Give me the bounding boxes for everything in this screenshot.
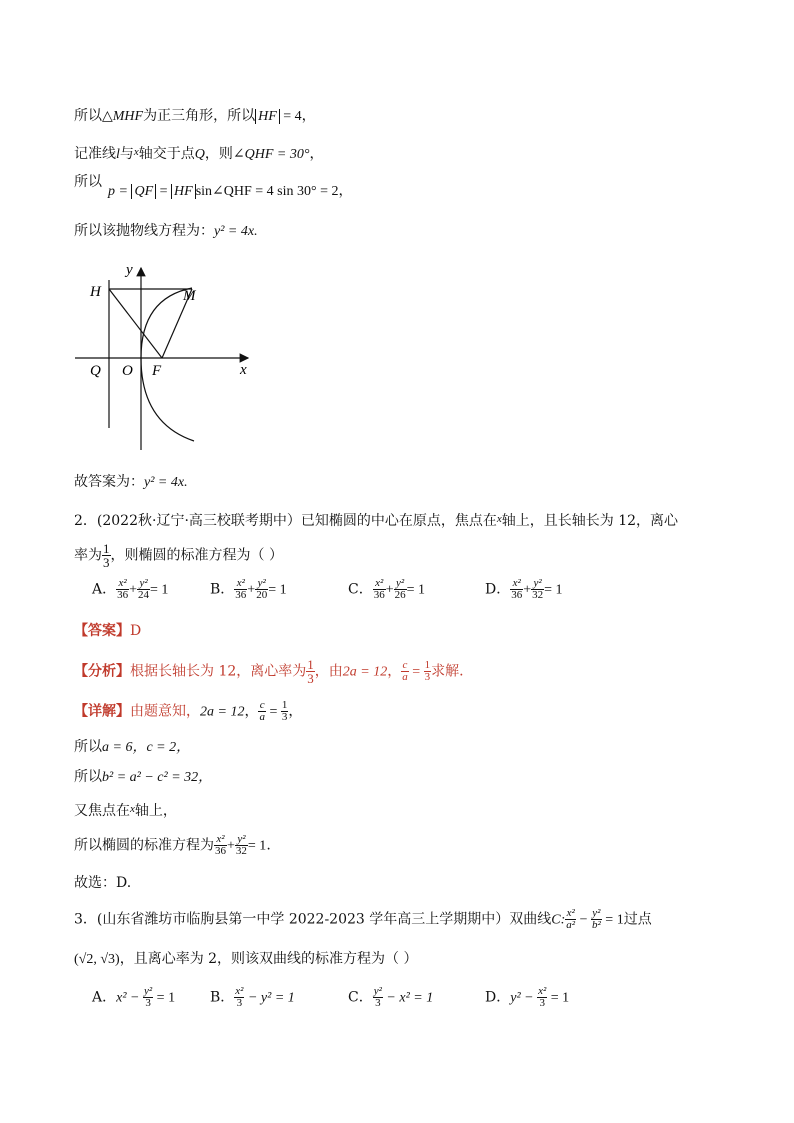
fraction [394, 578, 407, 601]
denominator: 3 [145, 997, 151, 1009]
equals: = [156, 184, 172, 199]
q3-option-b[interactable] [210, 986, 295, 1009]
option-letter: C． [348, 989, 373, 1006]
text: 求解. [431, 663, 464, 680]
equation: 2a = 12 [200, 704, 245, 720]
q2-analysis [74, 658, 464, 685]
var-q: Q [194, 147, 205, 162]
text: ，则椭圆的标准方程为（ ） [110, 547, 283, 564]
denominator: a [259, 711, 265, 723]
denominator: 36 [235, 589, 247, 601]
numerator: 1 [307, 657, 314, 672]
option-letter: A． [92, 989, 117, 1006]
numerator: x² [373, 578, 386, 590]
denominator: 36 [511, 589, 523, 601]
rhs: = 1 [547, 990, 570, 1006]
numerator: 1 [281, 699, 288, 711]
q2-choose [74, 874, 131, 892]
q2-option-b[interactable]: B． $\frac{\text{x²}}{36}$ + $\frac{\text{y²}}{20}$ = 1 [210, 577, 287, 601]
fraction [373, 578, 386, 601]
text: 与 [119, 146, 134, 162]
numerator: y² [235, 834, 248, 846]
text: ，且离心率为 2，则该双曲线的标准方程为（ ） [119, 951, 418, 967]
text: ， [309, 146, 324, 162]
var-l: l [116, 147, 120, 162]
text: ，由 [314, 663, 343, 680]
text: 所以 [74, 739, 102, 755]
numerator: y² [373, 985, 382, 997]
option-letter: B． [210, 581, 235, 598]
text: 又焦点在 [74, 803, 130, 819]
detail-tag: 【详解】 [74, 703, 130, 720]
numerator: x² [510, 578, 523, 590]
segment-hf [109, 289, 162, 358]
equation: 2a = 12 [342, 664, 388, 680]
text: 轴上，且长轴长为 12，离心 [501, 513, 679, 529]
fraction [424, 660, 432, 683]
solution-line-2 [74, 143, 323, 164]
prev-answer-line [74, 473, 188, 492]
q3-option-c[interactable] [348, 986, 433, 1009]
numerator: x² [538, 985, 547, 997]
fraction [234, 986, 244, 1009]
option-letter: C． [348, 581, 373, 598]
angle-eq: ∠QHF = 30° [232, 147, 310, 162]
var-x: x [133, 146, 139, 158]
text: ， [338, 183, 353, 199]
q3-stem-line-1 [74, 908, 652, 931]
text: 所以 [74, 174, 102, 190]
numerator: 1 [424, 659, 431, 671]
var-c: C: [551, 912, 566, 928]
numerator: c [259, 699, 265, 711]
q2-step-2 [74, 768, 212, 787]
fraction [537, 986, 547, 1009]
equals: = [265, 704, 281, 720]
text: 轴上， [134, 803, 177, 819]
rhs: = 1 [544, 582, 563, 598]
rhs: = 1 [150, 582, 169, 598]
denominator: 24 [138, 589, 150, 601]
numerator: x² [566, 907, 575, 919]
text: 所以该抛物线方程为： [74, 223, 214, 239]
denominator: 36 [373, 589, 385, 601]
solution-line-3-formula [108, 182, 353, 201]
denominator: 3 [424, 671, 431, 683]
numerator: x² [116, 578, 129, 590]
option-text: x² − [116, 990, 143, 1006]
numerator: y² [137, 578, 150, 590]
abs-qf: QF [131, 184, 156, 199]
parabola-figure [70, 258, 260, 453]
answer-tag: 【答案】 [74, 623, 130, 639]
q2-option-c[interactable]: C． $\frac{\text{x²}}{36}$ + $\frac{\text{y²}}{26}$ = 1 [348, 577, 426, 601]
denominator: 3 [236, 997, 243, 1009]
text: 所以 [74, 108, 102, 124]
denominator: 3 [375, 997, 381, 1009]
fraction [401, 660, 409, 683]
solution-line-3 [74, 173, 102, 191]
analysis-tag: 【分析】 [74, 663, 130, 680]
denominator: 3 [281, 711, 288, 723]
text: 过点 [623, 911, 652, 928]
text: ， [288, 703, 303, 720]
fraction-one-third [102, 542, 111, 569]
rhs: = 1 [247, 838, 267, 854]
numerator: y² [394, 578, 407, 590]
fraction [234, 578, 247, 601]
denominator: a [402, 671, 408, 683]
point: (√2, √3) [74, 952, 120, 967]
label-x: x [240, 362, 247, 378]
numerator: y² [255, 578, 268, 590]
rhs: = 1 [406, 582, 426, 598]
text: 3．(山东省潍坊市临朐县第一中学 2022-2023 学年高三上学期期中）双曲线 [74, 911, 552, 928]
minus: − [576, 912, 591, 928]
denominator: 3 [307, 671, 314, 686]
fraction [591, 908, 602, 931]
text: 所以 [74, 769, 102, 785]
q2-step-4: 所以椭圆的标准方程为 $\frac{\text{x²}}{36}$ + $\frac{\text{y²}}{32}$ = 1. [74, 833, 271, 857]
denominator: 36 [117, 589, 129, 601]
denominator: 36 [215, 845, 226, 857]
text: ， [387, 663, 402, 680]
abs-hf: HF [171, 184, 196, 199]
answer-value: D [130, 623, 142, 639]
rhs: = 1 [601, 912, 624, 928]
label-o: O [122, 363, 133, 379]
fraction [143, 986, 153, 1009]
text: 所以椭圆的标准方程为 [74, 837, 214, 854]
rest: − y² = 1 [244, 990, 295, 1006]
denominator: 20 [256, 589, 268, 601]
denominator: b² [591, 919, 601, 931]
text: 记准线 [74, 146, 116, 162]
text: 由题意知， [130, 703, 200, 720]
option-text: y² − [510, 990, 538, 1006]
text: 故答案为： [74, 474, 144, 490]
parabola-equation: y² = 4x. [214, 224, 258, 239]
fraction [373, 986, 383, 1009]
parabola-curve [141, 288, 194, 441]
denominator: 3 [539, 997, 545, 1009]
text: ，则 [204, 146, 233, 162]
option-letter: B． [210, 989, 235, 1006]
q3-option-a[interactable] [92, 986, 175, 1009]
label-m: M [183, 288, 196, 304]
fraction [214, 834, 227, 857]
denominator: 3 [103, 555, 110, 570]
option-letter: A． [92, 581, 117, 598]
q3-option-d[interactable] [485, 986, 569, 1009]
equals: = [408, 664, 424, 680]
q2-step-3 [74, 800, 177, 820]
label-q: Q [90, 363, 101, 379]
numerator: y² [531, 578, 544, 590]
text: 率为 [74, 547, 102, 564]
rest: − x² = 1 [382, 990, 434, 1006]
denominator: 32 [532, 589, 544, 601]
equation: = 4， [279, 109, 316, 124]
label-h: H [90, 284, 101, 300]
fraction [255, 578, 268, 601]
numerator: x² [214, 834, 227, 846]
fraction [116, 578, 129, 601]
denominator: 32 [235, 845, 247, 857]
option-letter: D． [485, 581, 511, 598]
var-x: x [496, 513, 502, 525]
q3-stem-line-2 [74, 950, 418, 969]
triangle-symbol: △MHF [102, 109, 144, 124]
label-f: F [152, 363, 162, 379]
denominator: a² [566, 919, 576, 931]
numerator: 1 [103, 541, 110, 556]
formula-rest: sin∠QHF = 4 sin 30° = 2 [195, 184, 339, 199]
q2-stem-line-1 [74, 510, 678, 530]
answer-equation: y² = 4x. [144, 475, 188, 490]
q2-step-1 [74, 738, 190, 757]
rhs: = 1 [153, 990, 176, 1006]
equation: a = 6，c = 2， [102, 740, 191, 755]
label-y: y [126, 262, 133, 278]
fraction [565, 908, 576, 931]
q2-option-d[interactable]: D． $\frac{\text{x²}}{36}$ + $\frac{\text{y²}}{32}$ = 1 [485, 577, 563, 601]
fraction [531, 578, 544, 601]
text: ， [244, 703, 259, 720]
text: 轴交于点 [138, 146, 195, 162]
q2-answer [74, 622, 141, 640]
fraction [235, 834, 248, 857]
text: 故选：D. [74, 875, 132, 891]
abs-hf: HF [255, 109, 280, 124]
numerator: y² [143, 985, 153, 997]
solution-line-4 [74, 222, 258, 241]
fraction [258, 700, 266, 723]
option-letter: D． [485, 989, 511, 1006]
var-x: x [130, 803, 135, 815]
numerator: c [402, 659, 408, 671]
numerator: x² [235, 985, 244, 997]
formula-p: p = [108, 184, 132, 199]
fraction [306, 658, 315, 685]
text: 2．(2022秋·辽宁·高三校联考期中）已知椭圆的中心在原点，焦点在 [74, 513, 497, 529]
text: 根据长轴长为 12，离心率为 [130, 663, 307, 680]
q2-option-a[interactable]: A． $\frac{\text{x²}}{36}$ + $\frac{\text{y²}}{24}$ = 1 [92, 577, 169, 601]
q2-detail [74, 700, 302, 723]
denominator: 26 [394, 589, 406, 601]
text: 为正三角形，所以 [143, 108, 256, 124]
solution-line-1 [74, 107, 316, 126]
fraction [137, 578, 150, 601]
equation: b² = a² − c² = 32， [102, 770, 213, 785]
fraction [510, 578, 523, 601]
text: . [266, 837, 271, 854]
numerator: y² [592, 907, 601, 919]
numerator: x² [234, 578, 247, 590]
rhs: = 1 [268, 582, 287, 598]
q2-stem-line-2 [74, 542, 283, 569]
